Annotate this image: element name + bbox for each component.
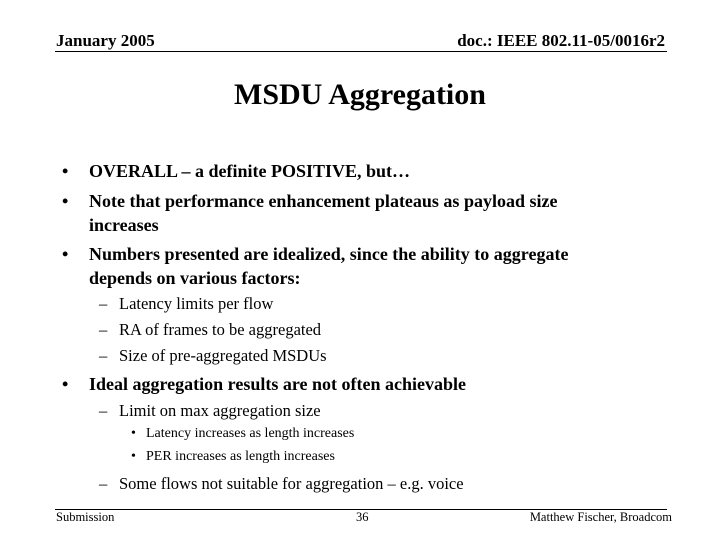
header-doc-id: doc.: IEEE 802.11-05/0016r2 [457, 31, 665, 50]
bullet-marker: • [62, 244, 69, 264]
footer-author: Matthew Fischer, Broadcom [529, 510, 672, 524]
bullet-text: Note that performance enhancement plateaus as payload size [89, 191, 558, 211]
sub-bullet-text: Some flows not suitable for aggregation – e.g. voice [119, 474, 464, 493]
bullet-text: OVERALL – a definite POSITIVE, but… [89, 161, 411, 181]
bullet-text: Ideal aggregation results are not often achievable [89, 374, 466, 394]
header-rule [55, 51, 667, 52]
sub-bullet-marker: – [99, 346, 108, 365]
bullet-text-cont: increases [89, 215, 159, 235]
bullet-marker: • [62, 191, 69, 211]
footer-page-number: 36 [356, 510, 369, 524]
sub-bullet-text: Latency limits per flow [119, 294, 274, 313]
bullet-text: Numbers presented are idealized, since the ability to aggregate [89, 244, 569, 264]
sub-bullet-text: RA of frames to be aggregated [119, 320, 322, 339]
sub-bullet-marker: – [99, 294, 108, 313]
sub-bullet-marker: – [99, 320, 108, 339]
sub-sub-bullet-text: Latency increases as length increases [146, 426, 355, 441]
sub-bullet-marker: – [99, 401, 108, 420]
sub-sub-bullet-marker: • [131, 426, 136, 441]
bullet-marker: • [62, 161, 69, 181]
slide-title: MSDU Aggregation [234, 78, 486, 111]
sub-sub-bullet-text: PER increases as length increases [146, 449, 335, 464]
bullet-marker: • [62, 374, 69, 394]
bullet-text-cont: depends on various factors: [89, 268, 301, 288]
sub-bullet-text: Limit on max aggregation size [119, 401, 321, 420]
sub-sub-bullet-marker: • [131, 449, 136, 464]
footer-submission: Submission [56, 510, 115, 524]
header-date: January 2005 [56, 31, 155, 50]
sub-bullet-text: Size of pre-aggregated MSDUs [119, 346, 327, 365]
sub-bullet-marker: – [99, 474, 108, 493]
